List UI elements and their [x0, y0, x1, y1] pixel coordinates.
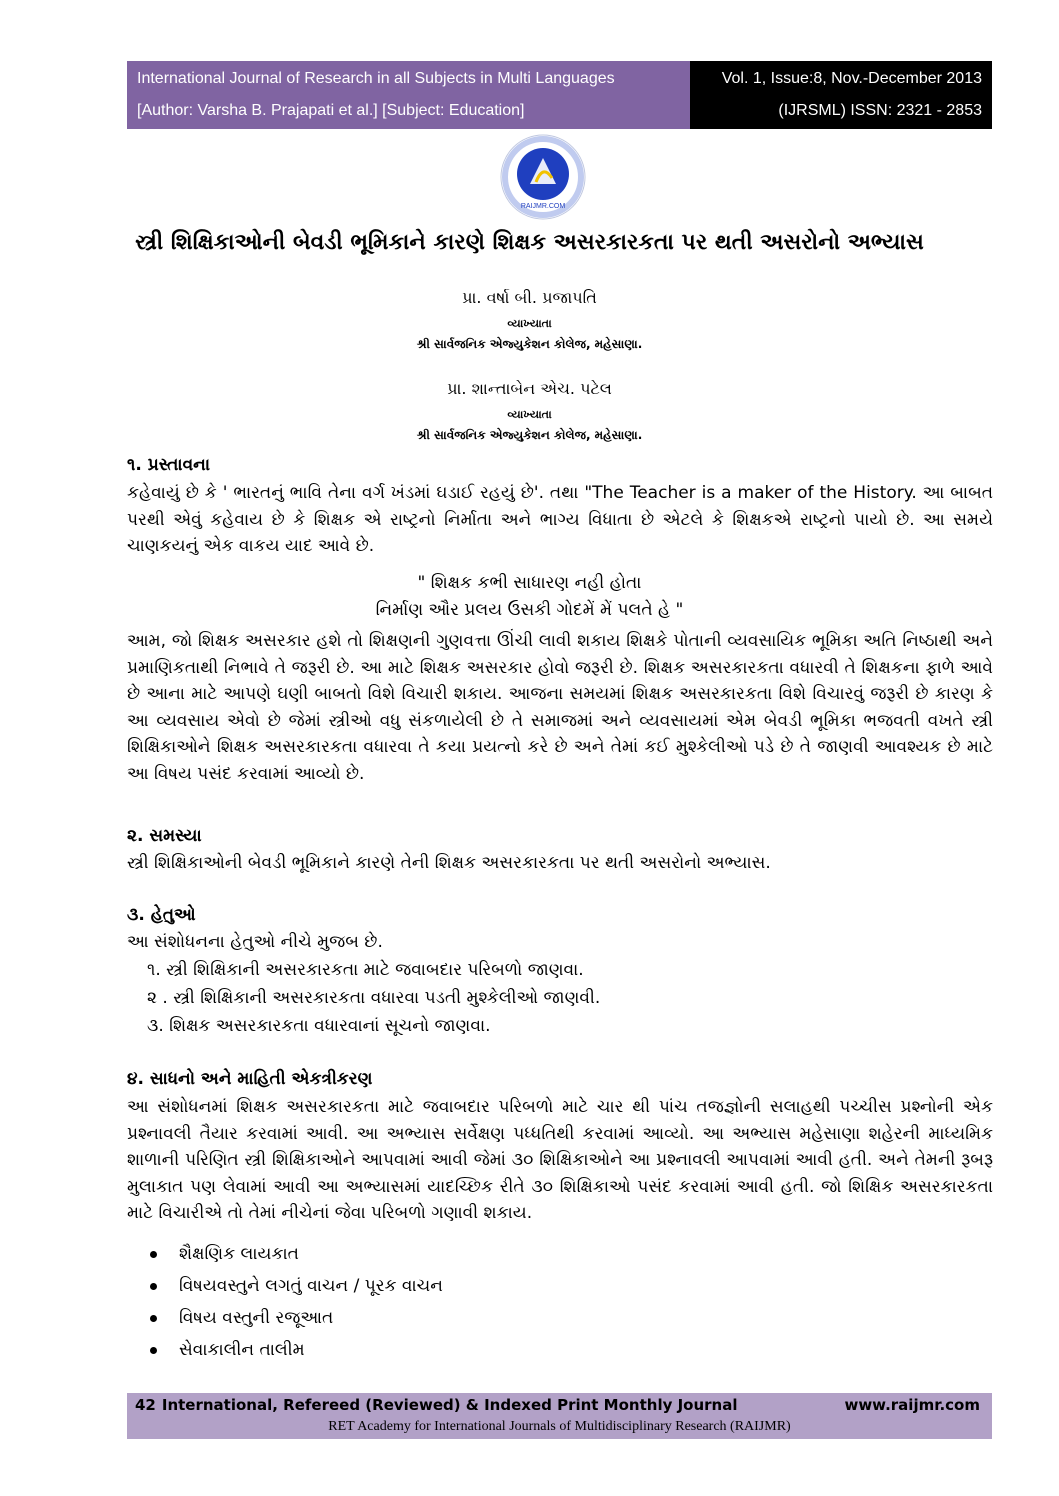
page-number: 42: [135, 1396, 156, 1414]
list-item: શૈક્ષણિક લાયકાત: [150, 1244, 299, 1264]
journal-name: International Journal of Research in all Subjects in Multi Languages: [137, 70, 615, 87]
section-heading-tools: ૪. સાધનો અને માહિતી એકત્રીકરણ: [127, 1069, 373, 1089]
paper-title: સ્ત્રી શિક્ષિકાઓની બેવડી ભૂમિકાને કારણે શિક્ષક અસરકારકતા પર થતી અસરોનો અભ્યાસ: [135, 230, 924, 255]
page-header: [127, 61, 992, 129]
footer-academy: RET Academy for International Journals of Multidisciplinary Research (RAIJMR): [328, 1419, 791, 1434]
svg-text:RAIJMR.COM: RAIJMR.COM: [520, 203, 566, 210]
footer-journal-line: [135, 1396, 738, 1414]
header-left-band: [127, 61, 690, 129]
journal-logo: [500, 134, 586, 220]
intro-paragraph-2: આમ, જો શિક્ષક અસરકાર હશે તો શિક્ષણની ગુણવત્તા ઊંચી લાવી શકાય શિક્ષકે પોતાની વ્યવસાયિક ભૂમિકા અતિ નિષ્ઠાથી અને પ્રમાણિકતાથી નિભાવે તે જરૂરી છે. આ માટે શિક્ષક અસરકાર હોવો જરૂરી છે. શિક્ષક અસરકારકતા વધારવી તે શિક્ષકના ફાળે આવે છે આના માટે આપણે ઘણી બાબતો વિશે વિચારી શકાય. આજના સમયમાં શિક્ષક અસરકારકતા વિશે વિચારવું જરૂરી છે કારણ કે આ વ્યવસાય એવો છે જેમાં સ્ત્રીઓ વધુ સંકળાયેલી છે તે સમાજમાં અને વ્યવસાયમાં એમ બેવડી ભૂમિકા ભજવતી વખતે સ્ત્રી શિક્ષિકાઓને શિક્ષક અસરકારકતા વધારવા તે કયા પ્રયત્નો કરે છે અને તેમાં કઈ મુશ્કેલીઓ પડે છે તે જાણવી આવશ્યક છે માટે આ વિષય પસંદ કરવામાં આવ્યો છે.: [127, 631, 993, 784]
author-name-2: પ્રા. શાન્તાબેન એચ. પટેલ: [447, 379, 612, 398]
quote-line-2: નિર્માણ ઔર પ્રલય ઉસકી ગોદમેં મેં પલતે હે ": [375, 600, 684, 620]
bullet-icon: [150, 1283, 157, 1290]
list-item: વિષયવસ્તુને લગતું વાચન / પૂરક વાચન: [150, 1276, 443, 1296]
objectives-intro: આ સંશોધનના હેતુઓ નીચે મુજબ છે.: [127, 932, 383, 952]
section-heading-objectives: ૩. હેતુઓ: [127, 905, 196, 925]
bullet-icon: [150, 1251, 157, 1258]
tools-paragraph: આ સંશોધનમાં શિક્ષક અસરકારકતા માટે જવાબદાર પરિબળો માટે ચાર થી પાંચ તજજ્ઞોની સલાહથી પચ્ચીસ પ્રશ્નોની એક પ્રશ્નાવલી તૈયાર કરવામાં આવી. આ અભ્યાસ સર્વેક્ષણ પધ્ધતિથી કરવામાં આવ્યો. આ અભ્યાસ મહેસાણા શહેરની માધ્યમિક શાળાની પરિણિત સ્ત્રી શિક્ષિકાઓને આપવામાં આવી જેમાં ૩૦ શિક્ષિકાઓને આ પ્રશ્નાવલી આપવામાં આવી હતી. અને તેમની રૂબરૂ મુલાકાત પણ લેવામાં આવી આ અભ્યાસમાં યાદચ્છિક રીતે ૩૦ શિક્ષિકાઓ પસંદ કરવામાં આવી હતી. જો શિક્ષિક અસરકારકતા માટે વિચારીએ તો તેમાં નીચેનાં જેવા પરિબળો ગણાવી શકાય.: [127, 1097, 993, 1223]
bullet-icon: [150, 1347, 157, 1354]
author-name-1: પ્રા. વર્ષા બી. પ્રજાપતિ: [462, 288, 597, 307]
bullet-icon: [150, 1315, 157, 1322]
section-heading-introduction: ૧. પ્રસ્તાવના: [127, 455, 211, 475]
author-role-1: વ્યાખ્યાતા: [507, 317, 552, 330]
author-org-2: શ્રી સાર્વજનિક એજ્યુકેશન કોલેજ, મહેસાણા.: [416, 428, 643, 442]
logo-seal-icon: [500, 134, 586, 220]
objective-item: ૩. શિક્ષક અસરકારકતા વધારવાનાં સૂચનો જાણવા.: [147, 1016, 491, 1036]
author-org-1: શ્રી સાર્વજનિક એજ્યુકેશન કોલેજ, મહેસાણા.: [416, 337, 643, 351]
quote-line-1: " શિક્ષક કભી સાધારણ નહી હોતા: [417, 573, 642, 593]
intro-paragraph-1: કહેવાયું છે કે ' ભારતનું ભાવિ તેના વર્ગ ખંડમાં ઘડાઈ રહયું છે'. તથા "The Teacher is a maker of the History. આ બાબત પરથી એવું કહેવાય છે કે શિક્ષક એ રાષ્ટ્રનો નિર્માતા અને ભાગ્ય વિધાતા છે એટલે કે શિક્ષકએ રાષ્ટ્રનો પાયો છે. આ સમયે ચાણકયનું એક વાકય યાદ આવે છે.: [127, 483, 993, 556]
list-item: વિષય વસ્તુની રજૂઆત: [150, 1308, 333, 1328]
issn: (IJRSML) ISSN: 2321 - 2853: [778, 102, 982, 119]
problem-statement: સ્ત્રી શિક્ષિકાઓની બેવડી ભૂમિકાને કારણે તેની શિક્ષક અસરકારકતા પર થતી અસરોનો અભ્યાસ.: [127, 853, 771, 873]
list-item: સેવાકાલીન તાલીમ: [150, 1340, 305, 1360]
footer-journal-text: International, Refereed (Reviewed) & Indexed Print Monthly Journal: [161, 1396, 738, 1414]
author-subject: [Author: Varsha B. Prajapati et al.] [Subject: Education]: [137, 102, 525, 119]
objective-item: ૨ . સ્ત્રી શિક્ષિકાની અસરકારકતા વધારવા પડતી મુશ્કેલીઓ જાણવી.: [147, 988, 601, 1008]
objective-item: ૧. સ્ત્રી શિક્ષિકાની અસરકારકતા માટે જવાબદાર પરિબળો જાણવા.: [147, 960, 584, 980]
volume-issue: Vol. 1, Issue:8, Nov.-December 2013: [721, 70, 982, 87]
footer-website-link[interactable]: www.raijmr.com: [844, 1396, 980, 1414]
page-footer: [127, 1393, 992, 1439]
section-heading-problem: ૨. સમસ્યા: [127, 826, 202, 846]
header-right-band: [690, 61, 992, 129]
author-role-2: વ્યાખ્યાતા: [507, 408, 552, 421]
